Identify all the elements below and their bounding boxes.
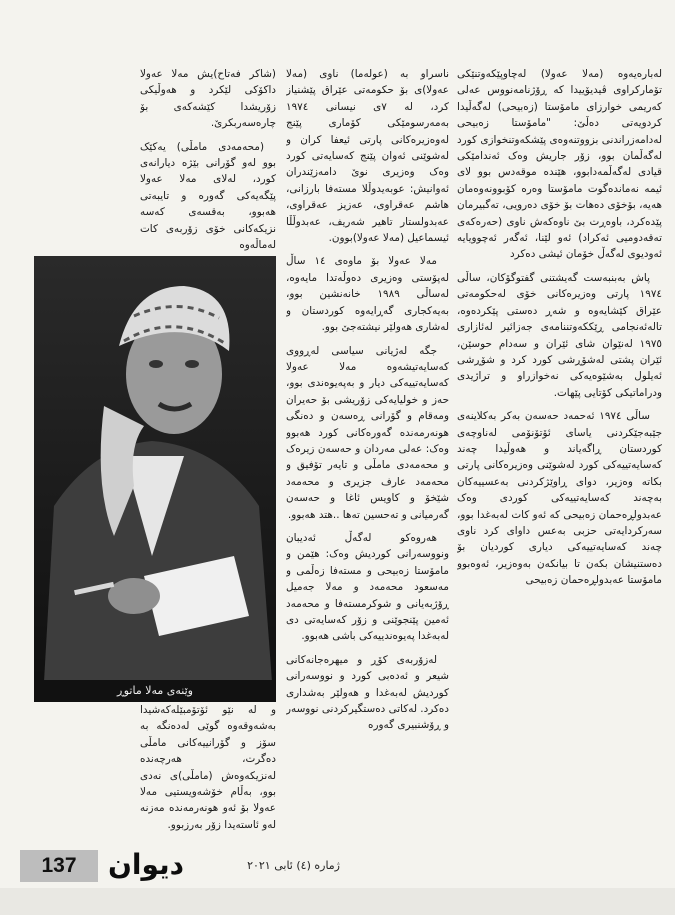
paragraph: لەزۆربەی کۆڕ و میهرەجانەکانی شیعر و ئەدەبی کورد و نووسەرانی کوردیش لەبەغدا و هەولێر بەشداری دەکرد. لەکاتی دەستگیرکردنی نووسەر و ڕۆشنبیری گەورە xyxy=(286,653,449,732)
paragraph: پاش بەبنبەست گەیشتنی گفتوگۆکان، ساڵی ١٩٧٤ پارتی وەزیرەکانی خۆی لەحکومەتی عێراق کێشایەوە و شەڕ دەستی پێکردەوە، تالەئەنجامی ڕێککەوتننامەی جەزائیر لەئازاری ١٩٧٥ لەنێوان شای ئێران و سەدام حوسێن، ئێران پشتی لەشۆڕشی کورد کرد و شۆڕشی ئەیلول بەشێوەیەکی نەخوازراو و تراژیدی ودراماتیکی کۆتایی پێهات. xyxy=(457,271,662,399)
paragraph: و لە نێو ئۆتۆمبێلەکەشیدا بەشەوقەوە گوێی لەدەنگە بە سۆز و گۆرانییەکانی مامڵی دەگرت، هەرچەندە لەنزیکەوەش (مامڵی)ی نەدی بوو، بەڵام خۆشەویستیی مەلا عەولا بۆ ئەو هونەرمەندە مەزنە لەو ئاستەیدا زۆر بەرزبوو. xyxy=(140,704,276,831)
paragraph: هەروەکو لەگەڵ ئەدیبان ونووسەرانی کوردیش وەک: هێمن و مامۆستا زەبیحی و مستەفا زەڵمی و مەسعود محەمەد و مەلا جەمیل ڕۆژبەیانی و شوکرمستەفا و محەمەد ئەمین پێنجوێنی و زۆر کەسایەتی دی لەبەغدا پەیوەندییەکی باشی هەبوو. xyxy=(286,531,449,643)
text-column-left-bottom xyxy=(140,702,276,842)
page-number: 137 xyxy=(20,850,98,882)
text-column-left-top xyxy=(140,66,276,256)
photo-caption: وێنەی مەلا ماتوڕ xyxy=(34,680,276,702)
paragraph: لەبارەیەوە (مەلا عەولا) لەچاوپێکەوتنێکی تۆمارکراوی ڤیدیۆییدا کە ڕۆژنامەنووس عەلی کەریمی خوارزای مامۆستا (زەبیحی) لەگەڵیدا کردویەتی دەڵێ: "مامۆستا زەبیحی لەدامەزراندنی بزووتنەوەی پێشکەوتنخوازی کورد لەگەڵمان بوو، زۆر جاریش وەک ئەندامێکی قیادی لەگەڵمەدابوو، هێندە موقەدس بوو لای ئیمە نەماندەگوت مامۆستا وەرە کۆبوونەوەمان هەیە، بۆخۆی دەهات بۆ خۆی دەرویی، تەگبیرمان پێدەکرد، باوەڕت بێ ناوەکەش ناوی (حەرەکەی تەقەدومیی ئەکراد) ئەو لێنا، ئەگەر ئەچوویایە ئەودیوی لەگەڵ خۆمان ئیشی دەکرد xyxy=(457,68,662,261)
paragraph: ساڵی ١٩٧٤ ئەحمەد حەسەن بەکر بەکلاینەی جێبەجێکردنی یاسای ئۆتۆنۆمی لەناوچەی کوردستان ڕاگەیاند و هەوڵیدا چەند کەسایەتییەکی کورد لەشوێنی وەزیرەکانی پارتی بکاتە وەزیر، دوای ڕاوێژکردنی بەعسییەکان بەچەند کەسایەتییەکی کوردی وەک عەبدولڕەحمان زەبیحی کە ئەو کات لەبەغدا بوو، سەرکردایەتی حزبی بەعس داوای کرد ناوی چەند کەسایەتییەکی دیاری کوردیان بۆ دەستنیشان بکەن تا بیانکەن بەوەزیر، ئەوەبوو مامۆستا عەبدولڕەحمان زەبیحی xyxy=(457,410,662,587)
text-column-middle xyxy=(286,66,449,844)
paragraph: جگە لەژیانی سیاسی لەڕووی کەسایەتیشەوە مەلا عەولا کەسایەتییەکی دیار و بەپەیوەندی بوو، حەز و خولیایەکی زۆریشی بۆ حەیران ومەقام و گۆرانی ڕەسەن و دەنگی هونەرمەندە گەورەکانی کورد هەبوو وەک: عەلی مەردان و حەسەن زیرەک و محەمەدی مامڵی و تایەر تۆفیق و محەمەد عارف جزیری و محەمەد شێخۆ و کاویس ئاغا و حەسەن گەرمیانی و تەحسین تەها ..هتد هەبوو. xyxy=(286,344,449,521)
paragraph: مەلا عەولا بۆ ماوەی ١٤ ساڵ لەپۆستی وەزیری دەوڵەتدا مایەوە، لەساڵی ١٩٨٩ خانەنشین بوو، بەیەکجاری گەڕایەوە کوردستان و لەشاری هەولێر نیشتەجێ بوو. xyxy=(286,255,449,334)
bottom-margin xyxy=(0,888,675,915)
text-column-right xyxy=(457,66,662,841)
issue-info: ژمارە (٤) ئابی ٢٠٢١ xyxy=(247,859,340,872)
portrait-illustration xyxy=(34,256,276,682)
magazine-logo: دیوان xyxy=(108,848,184,881)
paragraph: (شاکر فەتاح)یش مەلا عەولا داکۆکی لێکرد و هەوڵیکی زۆریشدا کێشەکەی بۆ چارەسەربکرێ. xyxy=(140,68,276,130)
paragraph: (محەمەدی مامڵی) یەکێک بوو لەو گۆرانی بێژە دیارانەی کورد، لەلای مەلا عەولا پێگەیەکی گەورە و تایبەتی هەبوو، بەقسەی کەسە نزیکەکانی خۆی زۆربەی کات لەماڵەوە xyxy=(140,140,276,252)
portrait-photo xyxy=(34,256,276,682)
paragraph: ناسراو بە (عولەما) ناوی (مەلا عەولا)ی بۆ حکومەتی عێراق پێشنیاز کرد، لە ٧ی نیسانی ١٩٧٤ بەمەرسومێکی کۆماری پێنج لەوەزیرەکانی پارتی ئیعفا کران و لەشوێنی ئەوان پێنج کەسایەتی کورد وەک وەزیری نوێ دامەزێندران ئەوانیش: عوبەیدوڵلا مستەفا بارزانی، هاشم عەقراوی، عەزیز عەقراوی، عەبدولستار تاهیر شەریف، عەبدوڵڵا ئیسماعیل (مەلا عەولا)بوون. xyxy=(286,68,449,245)
